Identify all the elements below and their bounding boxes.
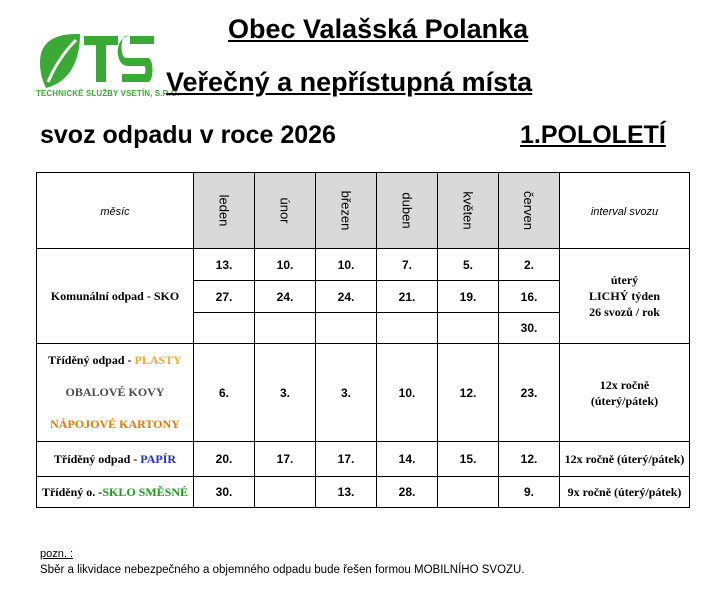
date-cell: 10.: [377, 344, 438, 442]
date-cell: 21.: [377, 281, 438, 313]
date-cell: 10.: [316, 249, 377, 281]
date-cell: 15.: [438, 442, 499, 477]
plasty-label: [37, 344, 194, 377]
interval-line: LICHÝ týden: [588, 289, 660, 303]
date-cell: 12.: [499, 442, 560, 477]
month-cell: [377, 173, 438, 249]
papir-interval: 12x ročně (úterý/pátek): [560, 442, 690, 477]
date-cell: [377, 313, 438, 344]
month-label: květen: [460, 191, 476, 230]
month-label: duben: [399, 192, 415, 229]
date-cell: [316, 313, 377, 344]
date-cell: [194, 313, 255, 344]
date-cell: 2.: [499, 249, 560, 281]
month-label: únor: [277, 197, 293, 224]
month-header-cell: [37, 173, 194, 249]
papir-word: PAPÍR: [140, 451, 177, 466]
interval-line: 26 svozů / rok: [589, 305, 660, 319]
date-cell: 6.: [194, 344, 255, 442]
page-title: Obec Valašská Polanka: [228, 14, 529, 44]
date-cell: 30.: [499, 313, 560, 344]
date-cell: 23.: [499, 344, 560, 442]
date-cell: 3.: [316, 344, 377, 442]
date-cell: 17.: [255, 442, 316, 477]
date-cell: 13.: [194, 249, 255, 281]
date-cell: [438, 477, 499, 508]
table-row: [37, 442, 690, 477]
month-cell: [438, 173, 499, 249]
interval-line: (úterý/pátek): [590, 393, 659, 408]
month-header: měsíc: [100, 205, 130, 218]
month-label: červen: [521, 190, 537, 231]
date-cell: 27.: [194, 281, 255, 313]
date-cell: [438, 313, 499, 344]
papir-label: [37, 442, 194, 477]
date-cell: 13.: [316, 477, 377, 508]
date-cell: 16.: [499, 281, 560, 313]
note-label: pozn. :: [40, 548, 74, 560]
date-cell: 19.: [438, 281, 499, 313]
month-cell: [194, 173, 255, 249]
papir-prefix: Tříděný odpad -: [53, 451, 141, 466]
month-label: březen: [338, 190, 354, 231]
note-text: Sběr a likvidace nebezpečného a objemného odpadu bude řešen formou MOBILNÍHO SVOZU.: [40, 564, 525, 576]
sko-label: Komunální odpad - SKO: [37, 249, 194, 344]
schedule-title: svoz odpadu v roce 2026: [40, 121, 336, 149]
date-cell: 10.: [255, 249, 316, 281]
interval-line: 12x ročně: [599, 377, 650, 392]
sklo-prefix: Tříděný o. -: [41, 484, 103, 499]
month-cell: [255, 173, 316, 249]
kartony-label: NÁPOJOVÉ KARTONY: [37, 409, 194, 442]
sklo-interval: 9x ročně (úterý/pátek): [560, 477, 690, 508]
sko-interval: [560, 249, 690, 344]
date-cell: 5.: [438, 249, 499, 281]
sklo-label: [37, 477, 194, 508]
table-row: [37, 477, 690, 508]
header-row: [37, 173, 690, 249]
date-cell: 28.: [377, 477, 438, 508]
sklo-word: SKLO SMĚSNÉ: [102, 484, 189, 499]
kovy-label: OBALOVÉ KOVY: [37, 377, 194, 409]
interval-header: interval svozu: [590, 205, 659, 218]
date-cell: 14.: [377, 442, 438, 477]
logo-caption: TECHNICKÉ SLUŽBY VSETÍN, S.R.O.: [36, 89, 180, 98]
date-cell: 20.: [194, 442, 255, 477]
table-row: [37, 344, 690, 377]
date-cell: 24.: [255, 281, 316, 313]
plasty-prefix: Tříděný odpad -: [48, 352, 135, 367]
date-cell: [255, 313, 316, 344]
schedule-table: [36, 172, 690, 508]
month-label: leden: [216, 194, 232, 227]
interval-line: úterý: [610, 273, 639, 287]
period-title: 1.POLOLETÍ: [520, 121, 666, 149]
date-cell: 9.: [499, 477, 560, 508]
month-cell: [316, 173, 377, 249]
date-cell: 12.: [438, 344, 499, 442]
month-cell: [499, 173, 560, 249]
date-cell: 3.: [255, 344, 316, 442]
date-cell: 30.: [194, 477, 255, 508]
date-cell: [255, 477, 316, 508]
date-cell: 24.: [316, 281, 377, 313]
plasty-word: PLASTY: [134, 352, 182, 367]
interval-header-cell: [560, 173, 690, 249]
date-cell: 7.: [377, 249, 438, 281]
plasty-interval: [560, 344, 690, 442]
page-subtitle: Veřečný a nepřístupná místa: [166, 67, 533, 97]
date-cell: 17.: [316, 442, 377, 477]
table-row: [37, 249, 690, 281]
